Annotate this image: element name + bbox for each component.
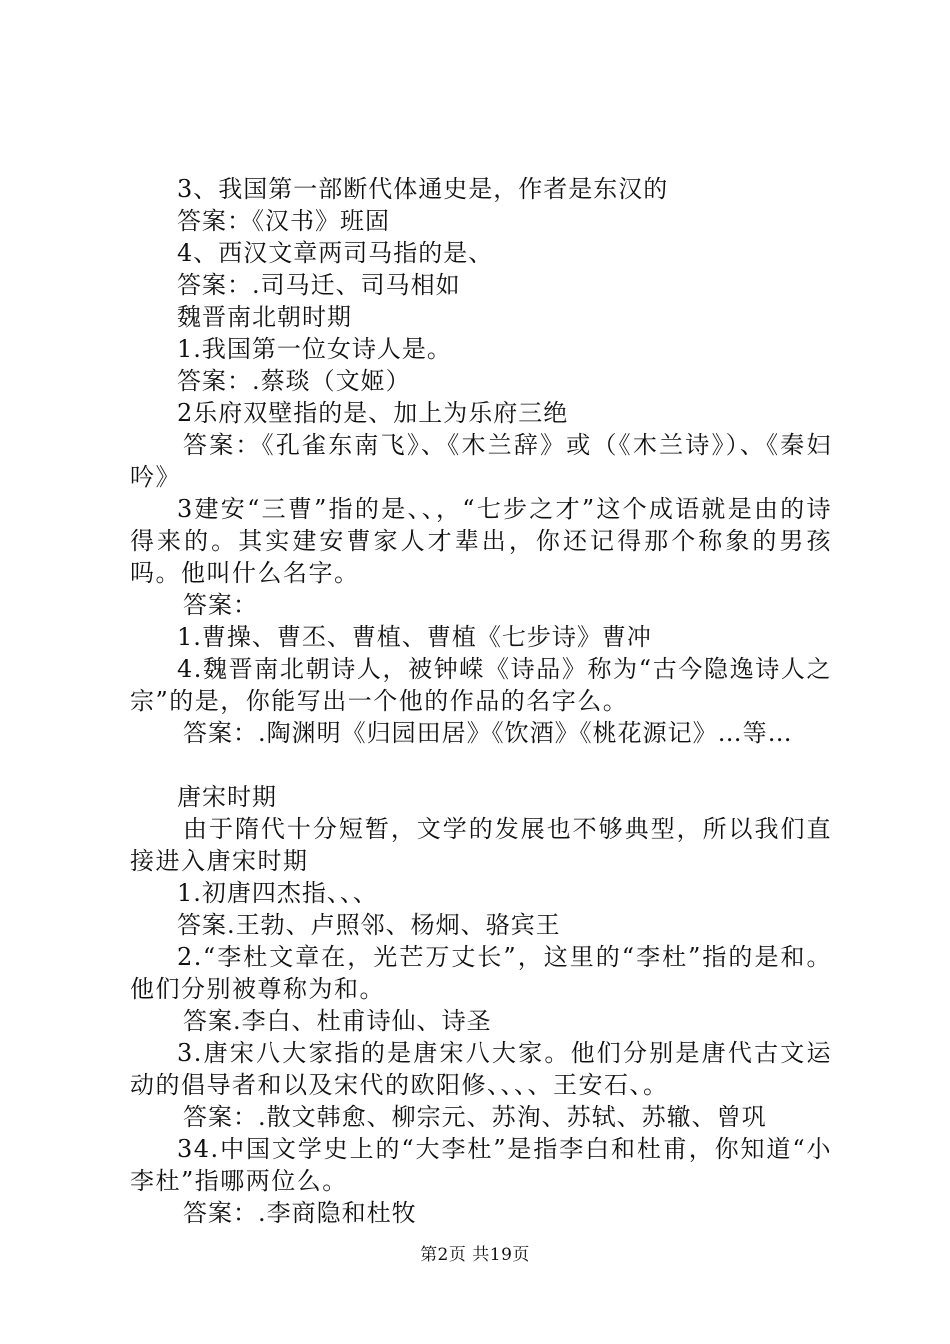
blank-line — [130, 749, 832, 781]
answer-3-wei-jin: 1.曹操、曹丕、曹植、曹植《七步诗》曹冲 — [177, 623, 652, 651]
document-body — [130, 173, 832, 1229]
question-3-tang-song: 3.唐宋八大家指的是唐宋八大家。他们分别是唐代古文运动的倡导者和以及宋代的欧阳修、、、、王安石、。 — [130, 1039, 832, 1099]
answer-34-tang-song: 答案：.李商隐和杜牧 — [183, 1199, 417, 1227]
question-4-han: 4、西汉文章两司马指的是、 — [177, 239, 494, 267]
answer-2-wei-jin: 答案：《孔雀东南飞》、《木兰辞》或（《木兰诗》）、《秦妇吟》 — [130, 431, 832, 491]
answer-4-han: 答案：.司马迁、司马相如 — [177, 271, 461, 299]
answer-3-han: 答案：《汉书》班固 — [177, 207, 390, 235]
answer-4-wei-jin: 答案：.陶渊明《归园田居》《饮酒》《桃花源记》…等… — [183, 719, 793, 747]
question-1-tang-song: 1.初唐四杰指、、、 — [177, 879, 378, 907]
page-number-footer: 第2页 共19页 — [420, 1245, 530, 1265]
answer-3-tang-song: 答案：.散文韩愈、柳宗元、苏洵、苏轼、苏辙、曾巩 — [183, 1103, 767, 1131]
question-2-tang-song: 2.“李杜文章在，光芒万丈长”，这里的“李杜”指的是和。他们分别被尊称为和。 — [130, 943, 832, 1003]
section-heading-tang-song: 唐宋时期 — [177, 783, 277, 811]
answer-1-wei-jin: 答案：.蔡琰（文姬） — [177, 367, 411, 395]
answer-2-tang-song: 答案.李白、杜甫诗仙、诗圣 — [183, 1007, 492, 1035]
question-34-tang-song: 34.中国文学史上的“大李杜”是指李白和杜甫，你知道“小李杜”指哪两位么。 — [130, 1135, 832, 1195]
answer-1-tang-song: 答案.王勃、卢照邻、杨炯、骆宾王 — [177, 911, 561, 939]
question-3-wei-jin: 3建安“三曹”指的是、、，“七步之才”这个成语就是由的诗得来的。其实建安曹家人才辈出，你还记得那个称象的男孩吗。他叫什么名字。 — [130, 495, 832, 587]
question-4-wei-jin: 4.魏晋南北朝诗人，被钟嵘《诗品》称为“古今隐逸诗人之宗”的是，你能写出一个他的作品的名字么。 — [130, 655, 832, 715]
intro-tang-song: 由于隋代十分短暂，文学的发展也不够典型，所以我们直接进入唐宋时期 — [130, 815, 832, 875]
section-heading-wei-jin: 魏晋南北朝时期 — [177, 303, 352, 331]
question-3-han: 3、我国第一部断代体通史是，作者是东汉的 — [177, 175, 669, 203]
question-1-wei-jin: 1.我国第一位女诗人是。 — [177, 335, 452, 363]
question-2-wei-jin: 2乐府双壁指的是、加上为乐府三绝 — [177, 399, 569, 427]
answer-label-3-wei-jin: 答案： — [183, 591, 258, 619]
